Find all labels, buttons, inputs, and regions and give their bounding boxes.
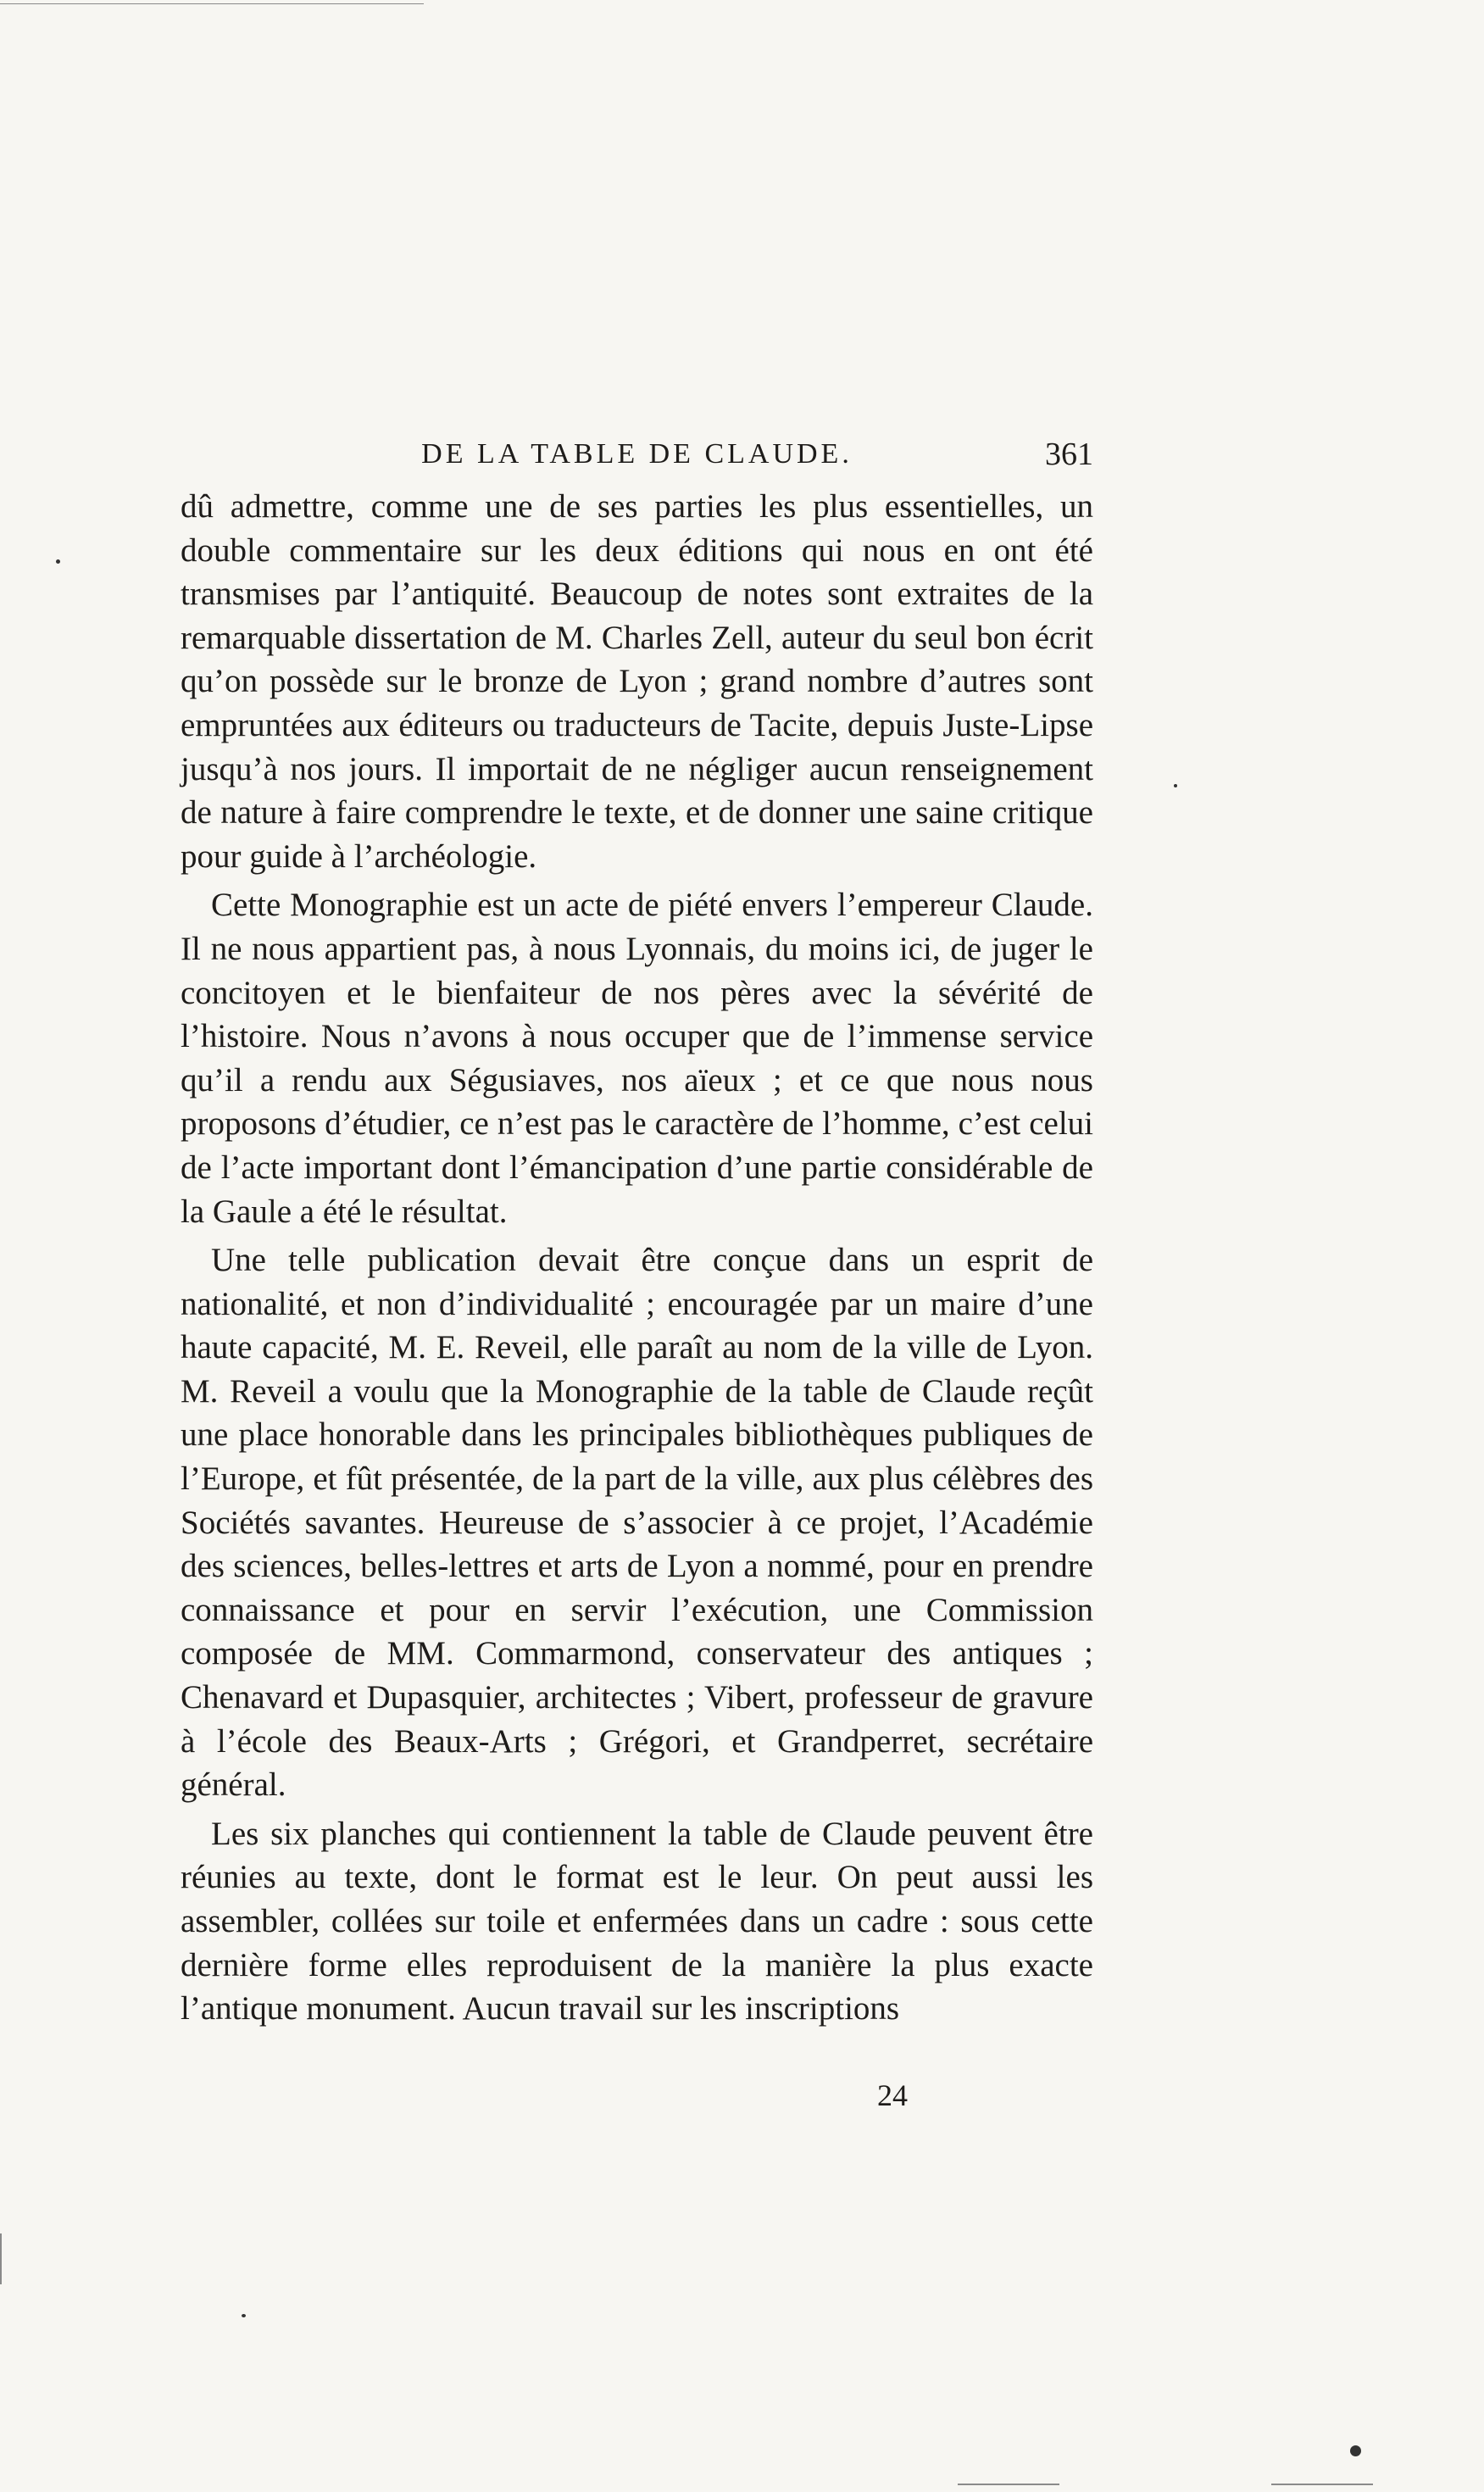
page-header bbox=[181, 431, 1093, 478]
paragraph-3: Une telle publication devait être conçue dans un esprit de nationalité, et non d’individualité ; encouragée par un maire d’une haute capacité, M. E. Reveil, elle paraît au nom de la ville de Lyon. M. Reveil a voulu que la Monographie de la table de Claude reçût une place honorable dans les principales bibliothèques publiques de l’Europe, et fût présentée, de la part de la ville, aux plus célèbres des Sociétés savantes. Heureuse de s’associer à ce projet, l’Académie des sciences, belles-lettres et arts de Lyon a nommé, pour en prendre connaissance et pour en servir l’exécution, une Commission composée de MM. Commarmond, conservateur des antiques ; Chenavard et Dupasquier, architectes ; Vibert, professeur de gravure à l’école des Beaux-Arts ; Grégori, et Grandperret, secrétaire général. bbox=[181, 1242, 1093, 1804]
scan-line bbox=[958, 2484, 1059, 2485]
scan-speck bbox=[56, 559, 60, 564]
scan-speck bbox=[242, 2314, 246, 2317]
scan-line bbox=[1271, 2484, 1373, 2485]
scan-line bbox=[0, 2233, 2, 2284]
paragraph-4: Les six planches qui contiennent la table de Claude peuvent être réunies au texte, dont le format est le leur. On peut aussi les assembler, collées sur toile et enfermées dans un cadre : sous cette dernière forme elles reproduisent de la manière la plus exacte l’antique monument. Aucun travail sur les inscriptions bbox=[181, 1815, 1093, 2028]
scan-speck bbox=[1174, 784, 1177, 787]
scan-speck bbox=[1350, 2445, 1361, 2456]
paragraph-2: Cette Monographie est un acte de piété envers l’empereur Claude. Il ne nous appartient pas, à nous Lyonnais, du moins ici, de juger le concitoyen et le bienfaiteur de nos pères avec la sévérité de l’histoire. Nous n’avons à nous occuper que de l’immense service qu’il a rendu aux Ségusiaves, nos aïeux ; et ce que nous nous proposons d’étudier, ce n’est pas le caractère de l’homme, c’est celui de l’acte important dont l’émancipation d’une partie considérable de la Gaule a été le résultat. bbox=[181, 887, 1093, 1230]
scan-line bbox=[0, 3, 424, 4]
signature-mark: 24 bbox=[877, 2078, 908, 2112]
running-head: DE LA TABLE DE CLAUDE. bbox=[421, 438, 853, 470]
paragraph-1: dû admettre, comme une de ses parties les plus essentielles, un double commentaire sur les deux éditions qui nous en ont été transmises par l’antiquité. Beaucoup de notes sont extraites de la remarquable dissertation de M. Charles Zell, auteur du seul bon écrit qu’on possède sur le bronze de Lyon ; grand nombre d’autres sont empruntées aux éditeurs ou traducteurs de Tacite, depuis Juste-Lipse jusqu’à nos jours. Il importait de ne négliger aucun renseignement de nature à faire comprendre le texte, et de donner une saine critique pour guide à l’archéologie. bbox=[181, 488, 1093, 875]
page-number: 361 bbox=[1045, 437, 1093, 472]
body-text bbox=[181, 485, 1093, 2031]
